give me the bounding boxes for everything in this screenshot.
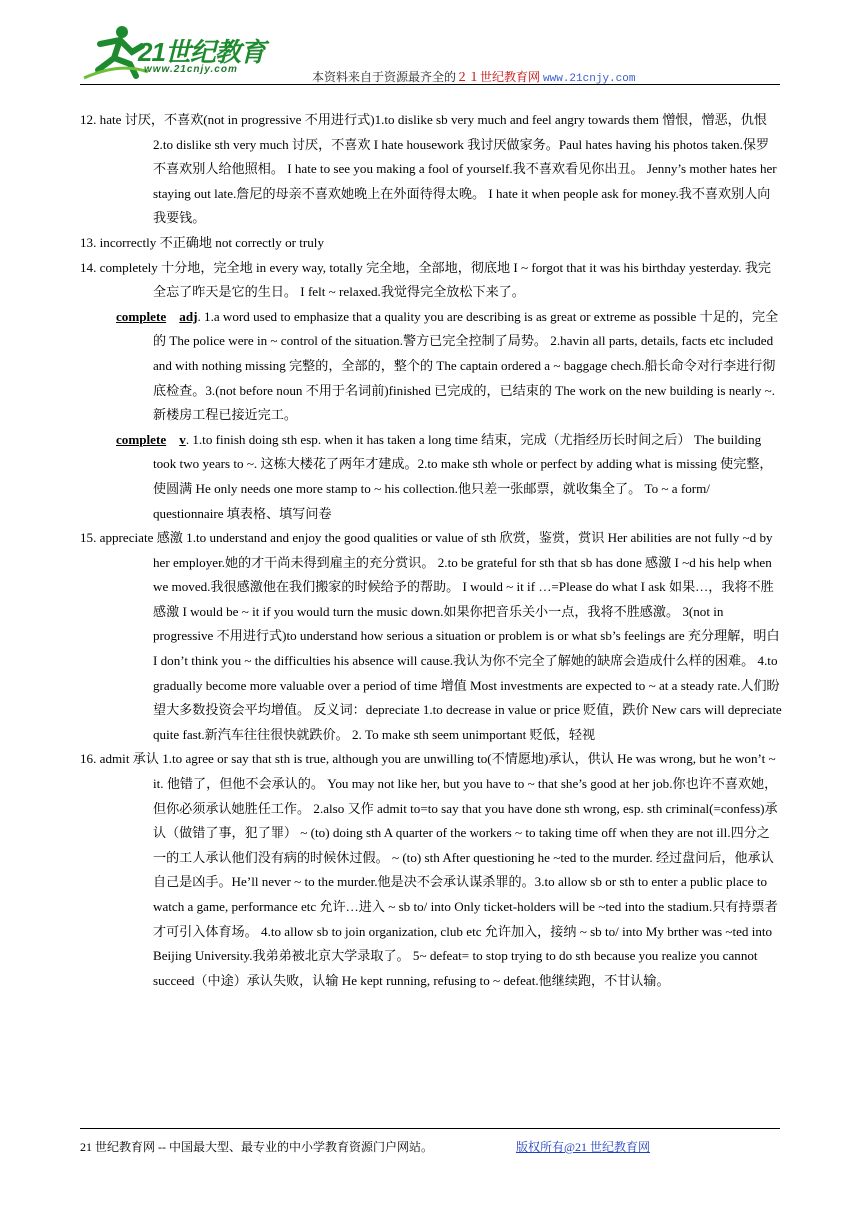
headword-complete: complete bbox=[116, 431, 167, 447]
pos-adj: adj bbox=[179, 308, 198, 324]
entry-incorrectly: 13. incorrectly 不正确地 not correctly or truly bbox=[80, 234, 324, 250]
logo bbox=[80, 22, 290, 82]
source-prefix: 本资料来自于资源最齐全的 bbox=[312, 70, 457, 84]
entry-appreciate: 15. appreciate 感激 1.to understand and enjoy the good qualities or value of sth 欣赏，鉴赏，赏识 Her abilities are not fully ~d by her employer.她的才干尚未得到雇主的充分赏识。 2.to be grateful for sth that sb has done 感激 I ~d his help when we moved.我很感激他在我们搬家的时候给予的帮助。 I would ~ it if …=Please do what I ask 如果…，我将不胜感激 I would be ~ it if you would turn the music down.如果你把音乐关小一点，我将不胜感激。 3(not in progressive 不用进行式)to understand how serious a situation or problem is or what sb’s feelings are 充分理解，明白 I don’t think you ~ the difficulties his absence will cause.我认为你不完全了解她的缺席会造成什么样的困难。 4.to gradually become more valuable over a period of time 增值 Most investments are expected to ~ at a steady rate.人们盼望大多数投资会平均增值。 反义词：depreciate 1.to decrease in value or price 贬值，跌价 New cars will depreciate quite fast.新汽车往往很快就跌价。 2. To make sth seem unimportant 贬低，轻视 bbox=[80, 530, 782, 742]
logo-url: www.21cnjy.com bbox=[144, 64, 238, 75]
entry-hate: 12. hate 讨厌，不喜欢(not in progressive 不用进行式)1.to dislike sb very much and feel angry towards them 憎恨，憎恶，仇恨 2.to dislike sth very much 讨厌，不喜欢 I hate housework 我讨厌做家务。Paul hates having his photos taken.保罗不喜欢别人给他照相。 I hate to see you making a fool of yourself.我不喜欢看见你出丑。 Jenny’s mother hates her staying out late.詹尼的母亲不喜欢她晚上在外面待得太晚。 I hate it when people ask for money.我不喜欢别人向我要钱。 bbox=[80, 112, 777, 226]
source-url-link[interactable]: www.21cnjy.com bbox=[543, 73, 636, 85]
entry-complete-adj bbox=[80, 305, 782, 428]
entry-admit: 16. admit 承认 1.to agree or say that sth is true, although you are unwilling to(不情愿地)承认，供认 He was wrong, but he won’t ~ it. 他错了，但他不会承认的。 You may not like her, but you have to ~ that she’s good at her job.你也许不喜欢她，但你必须承认她胜任工作。 2.also 又作 admit to=to say that you have done sth wrong, esp. sth criminal(=confess)承认（做错了事，犯了罪） ~ (to) doing sth A quarter of the workers ~ to taking time off when they are not ill.四分之一的工人承认他们没有病的时候休过假。 ~ (to) sth After questioning he ~ted to the murder. 经过盘问后，他承认自己是凶手。He’ll never ~ to the murder.他是决不会承认谋杀罪的。3.to allow sb or sth to enter a public place to watch a game, performance etc 允许…进入 ~ sb to/ into Only ticket-holders will be ~ted into the stadium.只有持票者才可引入体育场。 4.to allow sb to join organization, club etc 允许加入，接纳 ~ sb to/ into My brther was ~ted into Beijing University.我弟弟被北京大学录取了。 5~ defeat= to stop trying to do sth because you realize you cannot succeed（中途）承认失败，认输 He kept running, refusing to ~ defeat.他继续跑，不甘认输。 bbox=[80, 751, 778, 988]
entry-completely: 14. completely 十分地，完全地 in every way, totally 完全地，全部地，彻底地 I ~ forgot that it was his birthday yesterday. 我完全忘了昨天是它的生日。 I felt ~ relaxed.我觉得完全放松下来了。 bbox=[80, 259, 772, 300]
logo-text: 21世纪教育 bbox=[138, 37, 265, 67]
footer-text: 21 世纪教育网 -- 中国最大型、最专业的中小学教育资源门户网站。 bbox=[80, 1140, 433, 1154]
source-note bbox=[312, 68, 635, 85]
document-body bbox=[80, 108, 782, 993]
complete-v-definition: . 1.to finish doing sth esp. when it has taken a long time 结束，完成（尤指经历长时间之后） The building took two years to ~. 这栋大楼花了两年才建成。2.to make sth whole or perfect by adding what is missing 使完整，使圆满 He only needs one more stamp to ~ his collection.他只差一张邮票，就收集全了。 To ~ a form/ questionnaire 填表格、填写问卷 bbox=[153, 431, 773, 521]
footer-divider bbox=[80, 1128, 780, 1129]
copyright-link[interactable]: 版权所有@21 世纪教育网 bbox=[516, 1140, 651, 1154]
header-divider bbox=[80, 84, 780, 85]
page-header bbox=[80, 22, 780, 84]
complete-adj-definition: . 1.a word used to emphasize that a quality you are describing is as great or extreme as possible 十足的，完全的 The police were in ~ control of the situation.警方已完全控制了局势。 2.havin all parts, details, facts etc included and with nothing missing 完整的，全部的，整个的 The captain ordered a ~ baggage chech.船长命令对行李进行彻底检查。3.(not before noun 不用于名词前)finished 已完成的，已结束的 The work on the new building is nearly ~.新楼房工程已接近完工。 bbox=[153, 308, 779, 423]
pos-v: v bbox=[179, 431, 186, 447]
entry-complete-v bbox=[80, 428, 782, 526]
headword-complete: complete bbox=[116, 308, 167, 324]
source-site-link[interactable]: ２１世纪教育网 bbox=[456, 70, 541, 84]
page-footer bbox=[80, 1138, 651, 1155]
